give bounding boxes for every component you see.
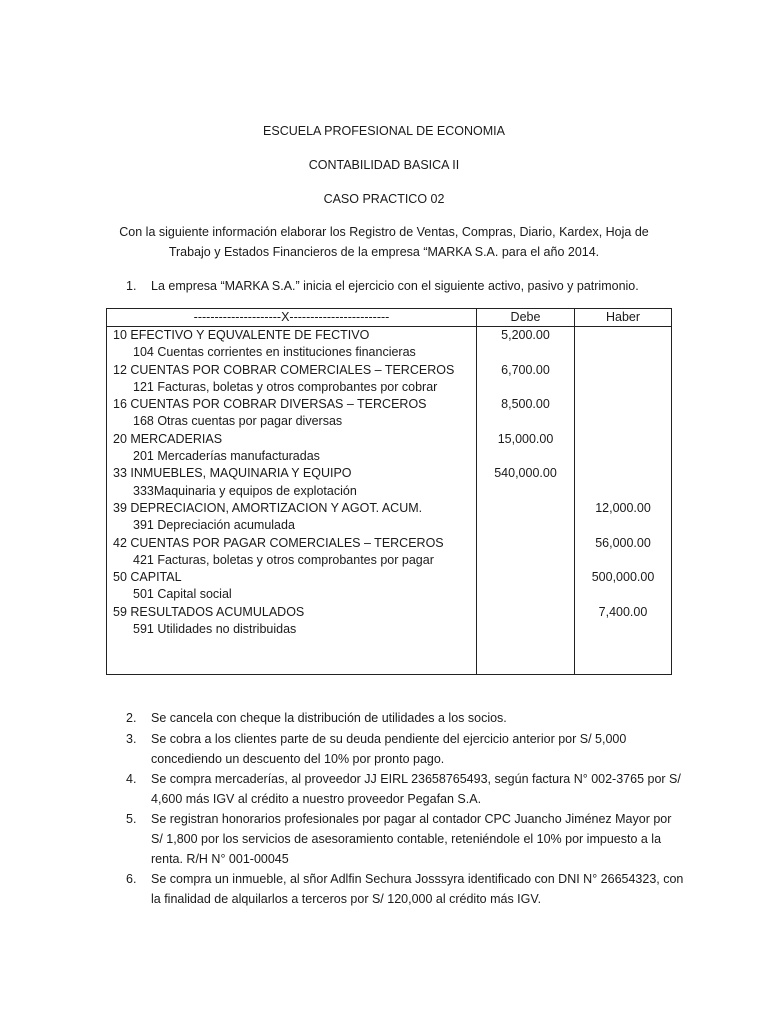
debe-amount <box>477 483 574 500</box>
account-name: 42 CUENTAS POR PAGAR COMERCIALES – TERCEROS <box>113 535 444 550</box>
account-name: 12 CUENTAS POR COBRAR COMERCIALES – TERCEROS <box>113 362 455 377</box>
haber-amount <box>575 448 671 465</box>
haber-amount <box>575 586 671 603</box>
list-item-number: 1. <box>126 279 137 293</box>
account-name: 39 DEPRECIACION, AMORTIZACION Y AGOT. ACUM. <box>113 500 423 515</box>
debe-amount: 5,200.00 <box>501 328 550 342</box>
list-item-text: Se cancela con cheque la distribución de utilidades a los socios. <box>151 711 507 725</box>
haber-amount: 56,000.00 <box>595 535 651 550</box>
school-title: ESCUELA PROFESIONAL DE ECONOMIA <box>263 124 505 138</box>
subaccount-name: 121 Facturas, boletas y otros comprobantes por cobrar <box>133 379 438 394</box>
haber-amount: 7,400.00 <box>598 604 648 619</box>
debe-amount: 8,500.00 <box>501 397 550 412</box>
haber-amount <box>575 327 671 344</box>
haber-amount: 12,000.00 <box>595 500 651 515</box>
case-title: CASO PRACTICO 02 <box>323 192 445 206</box>
debe-amount <box>477 413 574 430</box>
debe-amount: 15,000.00 <box>497 431 554 446</box>
account-name: 20 MERCADERIAS <box>113 431 223 446</box>
subaccount-name: 421 Facturas, boletas y otros comprobantes por pagar <box>133 552 434 567</box>
opening-balance-table <box>106 308 672 675</box>
haber-amount <box>575 344 671 361</box>
debe-amount: 540,000.00 <box>494 466 557 481</box>
haber-amount <box>575 465 671 482</box>
debe-amount <box>477 604 574 621</box>
haber-amount <box>575 413 671 430</box>
debe-amount <box>477 552 574 569</box>
debe-amount <box>477 517 574 534</box>
intro-paragraph: Con la siguiente información elaborar los Registro de Ventas, Compras, Diario, Kardex, Hoja de Trabajo y Estados Financieros de la empresa “MARKA S.A. para el año 2014. <box>119 225 649 259</box>
haber-amount <box>575 517 671 534</box>
list-item-text: Se compra un inmueble, al sñor Adlfin Sechura Josssyra identificado con DNI N° 26654323, con la finalidad de alquilarlos a terceros por S/ 120,000 al crédito más IGV. <box>151 872 684 906</box>
list-item-number: 3. <box>126 732 137 746</box>
subaccount-name: 104 Cuentas corrientes en instituciones financieras <box>133 345 416 360</box>
list-item-number: 2. <box>126 711 137 725</box>
account-column <box>107 327 477 675</box>
debe-column <box>477 327 575 675</box>
table-body-row <box>107 327 672 675</box>
list-item-number: 4. <box>126 772 137 786</box>
debe-amount <box>477 344 574 361</box>
debe-amount <box>477 448 574 465</box>
list-item-number: 5. <box>126 812 137 826</box>
haber-column <box>575 327 672 675</box>
account-name: 59 RESULTADOS ACUMULADOS <box>113 604 305 619</box>
header-debe: Debe <box>477 309 575 327</box>
haber-amount <box>575 552 671 569</box>
haber-amount <box>575 362 671 379</box>
subaccount-name: 391 Depreciación acumulada <box>133 518 295 533</box>
account-name: 33 INMUEBLES, MAQUINARIA Y EQUIPO <box>113 466 352 481</box>
debe-amount <box>477 535 574 552</box>
haber-amount: 500,000.00 <box>591 570 655 585</box>
account-name: 16 CUENTAS POR COBRAR DIVERSAS – TERCEROS <box>113 397 427 412</box>
subaccount-name: 501 Capital social <box>133 587 232 602</box>
header-account: ---------------------X------------------------ <box>107 309 477 327</box>
account-name: 50 CAPITAL <box>113 570 182 585</box>
debe-amount <box>477 586 574 603</box>
header-haber: Haber <box>575 309 672 327</box>
list-item-text: La empresa “MARKA S.A.” inicia el ejercicio con el siguiente activo, pasivo y patrimonio. <box>151 279 639 293</box>
haber-amount <box>575 621 671 638</box>
haber-amount <box>575 431 671 448</box>
debe-amount <box>477 500 574 517</box>
debe-amount <box>477 621 574 638</box>
list-item-text: Se compra mercaderías, al proveedor JJ EIRL 23658765493, según factura N° 002-3765 por S/ 4,600 más IGV al crédito a nuestro proveedor Pegafan S.A. <box>151 772 681 806</box>
debe-amount <box>477 379 574 396</box>
list-item-number: 6. <box>126 872 137 886</box>
table-header-row <box>107 309 672 327</box>
haber-amount <box>575 483 671 500</box>
haber-amount <box>575 379 671 396</box>
subaccount-name: 333Maquinaria y equipos de explotación <box>133 483 357 498</box>
debe-amount: 6,700.00 <box>501 362 550 377</box>
debe-amount <box>477 569 574 586</box>
haber-amount <box>575 396 671 413</box>
course-title: CONTABILIDAD BASICA II <box>308 158 460 172</box>
subaccount-name: 591 Utilidades no distribuidas <box>133 622 297 637</box>
account-name: 10 EFECTIVO Y EQUVALENTE DE FECTIVO <box>113 328 370 342</box>
subaccount-name: 201 Mercaderías manufacturadas <box>133 449 320 464</box>
subaccount-name: 168 Otras cuentas por pagar diversas <box>133 414 343 429</box>
list-item-text: Se cobra a los clientes parte de su deuda pendiente del ejercicio anterior por S/ 5,000 concediendo un descuento del 10% por pronto pago. <box>151 732 627 766</box>
list-item-text: Se registran honorarios profesionales por pagar al contador CPC Juancho Jiménez Mayor por S/ 1,800 por los servicios de asesoramiento contable, reteniéndole el 10% por impuesto a la renta. R/H N° 001-00045 <box>151 812 672 866</box>
